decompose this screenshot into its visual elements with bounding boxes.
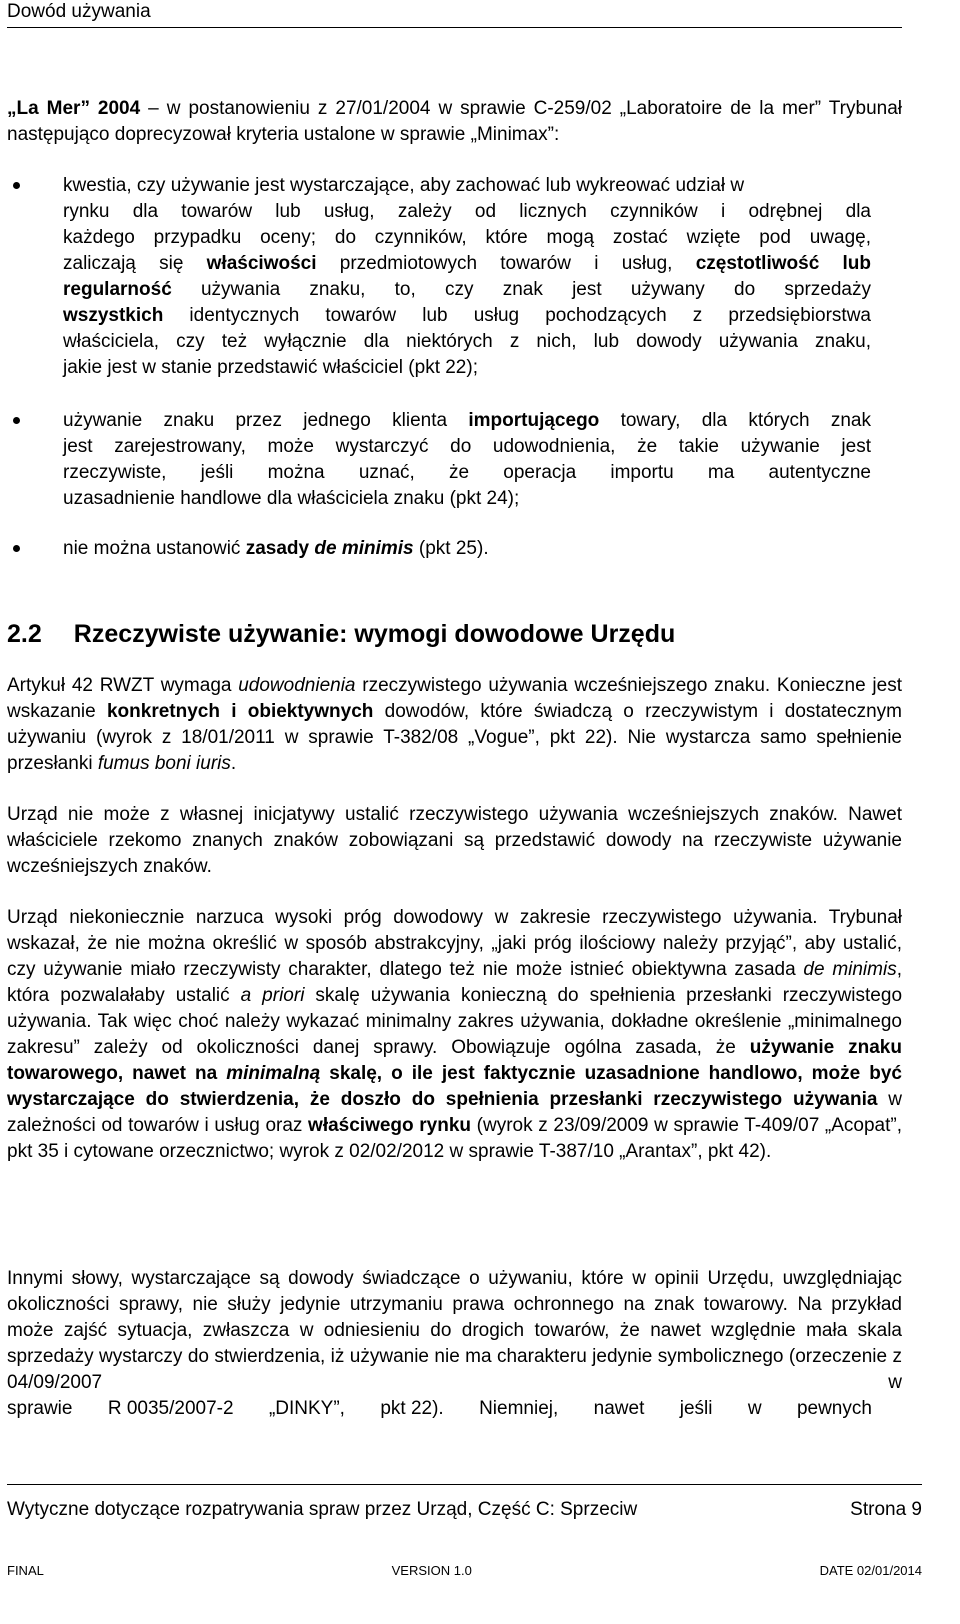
bullet1-line: jakie jest w stanie przedstawić właściciel (pkt 22);	[63, 357, 478, 378]
date-label: DATE 02/01/2014	[819, 1563, 922, 1578]
header-title: Dowód używania	[7, 1, 151, 22]
bullet-item-3: nie można ustanowić zasady de minimis (pkt 25).	[63, 538, 489, 559]
bullet1-line: wszystkich identycznych towarów lub usług pochodzących z przedsiębiorstwa	[63, 305, 871, 326]
bullet1-line: zaliczają się właściwości przedmiotowych towarów i usług, częstotliwość lub	[63, 253, 871, 274]
paragraph-2: Urząd nie może z własnej inicjatywy ustalić rzeczywistego używania wcześniejszych znaków. Nawet właściciele rzekomo znanych znaków zobowiązani są przedstawić dowody na rzeczywiste używanie wcześniejszych znaków.	[7, 804, 902, 877]
bullet-dot	[13, 182, 20, 189]
footer-meta	[7, 1563, 922, 1579]
bullet2-line: jest zarejestrowany, może wystarczyć do udowodnienia, że takie używanie jest	[63, 436, 871, 457]
paragraph-1: Artykuł 42 RWZT wymaga udowodnienia rzeczywistego używania wcześniejszego znaku. Konieczne jest wskazanie konkretnych i obiektywnych dowodów, które świadczą o rzeczywistym i dostatecznym używaniu (wyrok z 18/01/2011 w sprawie T-382/08 „Vogue”, pkt 22). Nie wystarcza samo spełnienie przesłanki fumus boni iuris.	[7, 675, 903, 774]
section-heading	[7, 619, 675, 649]
intro-text: – w postanowieniu z 27/01/2004 w sprawie C-259/02 „Laboratoire de la mer” Trybunał następująco doprecyzował kryteria ustalone w sprawie „Minimax”:	[7, 98, 902, 145]
intro-paragraph	[7, 96, 902, 148]
bullet-dot	[13, 545, 20, 552]
section-number: 2.2	[7, 620, 42, 648]
paragraph-4-last-line: sprawie R 0035/2007-2 „DINKY”, pkt 22). Niemniej, nawet jeśli w pewnych	[7, 1398, 872, 1419]
bullet1-line: właściciela, czy też wyłącznie dla niektórych z nich, lub dowody używania znaku,	[63, 331, 871, 352]
bullet2-line: używanie znaku przez jednego klienta importującego towary, dla których znak	[63, 410, 871, 431]
page-header	[7, 0, 902, 28]
bullet1-line: kwestia, czy używanie jest wystarczające, aby zachować lub wykreować udział w	[63, 175, 745, 196]
bullet1-line: rynku dla towarów lub usług, zależy od licznych czynników i odrębnej dla	[63, 201, 871, 222]
section-title: Rzeczywiste używanie: wymogi dowodowe Urzędu	[73, 620, 676, 648]
bullet1-line: każdego przypadku oceny; do czynników, które mogą zostać wzięte pod uwagę,	[63, 227, 871, 248]
paragraph-4: Innymi słowy, wystarczające są dowody świadczące o używaniu, które w opinii Urzędu, uwzględniając okoliczności sprawy, nie służy jedynie utrzymaniu prawa ochronnego na znak towarowy. Na przykład może zajść sytuacja, zwłaszcza w odniesieniu do drogich towarów, że nawet względnie mała skala sprzedaży wystarczy do stwierdzenia, iż używanie nie ma charakteru jedynie symbolicznego (orzeczenie z 04/09/2007 w	[7, 1268, 902, 1393]
status-label: FINAL	[7, 1563, 44, 1578]
bullet2-line: uzasadnienie handlowe dla właściciela znaku (pkt 24);	[63, 488, 520, 509]
case-name: „La Mer” 2004	[7, 98, 141, 119]
bullet-dot	[13, 417, 20, 424]
paragraph-3: Urząd niekoniecznie narzuca wysoki próg dowodowy w zakresie rzeczywistego używania. Trybunał wskazał, że nie można określić w sposób abstrakcyjny, „jaki próg ilościowy należy przyjąć”, aby ustalić, czy używanie miało rzeczywisty charakter, dlatego też nie może istnieć obiektywna zasada de minimis, która pozwalałaby ustalić a priori skalę używania konieczną do spełnienia przesłanki rzeczywistego używania. Tak więc choć należy wykazać minimalny zakres używania, dokładne określenie „minimalnego zakresu” zależy od okoliczności danej sprawy. Obowiązuje ogólna zasada, że używanie znaku towarowego, nawet na minimalną skalę, o ile jest faktycznie uzasadnione handlowo, może być wystarczające do stwierdzenia, że doszło do spełnienia przesłanki rzeczywistego używania w zależności od towarów i usług oraz właściwego rynku (wyrok z 23/09/2009 w sprawie T-409/07 „Acopat”, pkt 35 i cytowane orzecznictwo; wyrok z 02/02/2012 w sprawie T-387/10 „Arantax”, pkt 42).	[7, 907, 903, 1162]
bullet2-line: rzeczywiste, jeśli można uznać, że operacja importu ma autentyczne	[63, 462, 871, 483]
footer-title: Wytyczne dotyczące rozpatrywania spraw przez Urząd, Część C: Sprzeciw	[7, 1499, 638, 1520]
version-label: VERSION 1.0	[391, 1563, 472, 1578]
page-number: Strona 9	[850, 1499, 922, 1520]
page-footer	[7, 1484, 922, 1522]
bullet1-line: regularność używania znaku, to, czy znak jest używany do sprzedaży	[63, 279, 871, 300]
